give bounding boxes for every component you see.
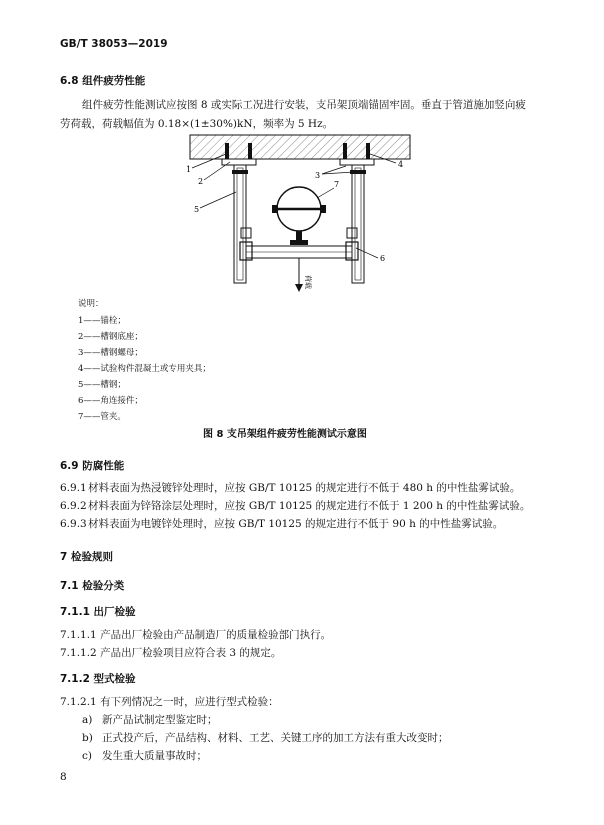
- list-item-a: [82, 712, 218, 727]
- section-7-title: 7 检验规则: [60, 551, 113, 563]
- callout-3: 3: [315, 171, 321, 180]
- list-text: 正式投产后，产品结构、材料、工艺、关键工序的加工方法有重大改变时；: [102, 732, 449, 744]
- legend-title: 说明：: [78, 299, 104, 309]
- channel-right: [352, 165, 364, 283]
- clause-number: 6.9.1: [60, 482, 87, 494]
- list-item-c: [82, 748, 207, 763]
- section-7-1-2-title: 7.1.2 型式检验: [60, 673, 136, 685]
- section-7-1-title: 7.1 检验分类: [60, 580, 125, 592]
- section-6-8-para-line1: 组件疲劳性能测试应按图 8 或实际工况进行安装，支吊架顶端锚固牢固。垂直于管道施加竖向疲: [82, 99, 526, 111]
- list-text: 新产品试制定型鉴定时；: [102, 714, 218, 726]
- clause-number: 6.9.2: [60, 500, 87, 512]
- channel-left: [234, 165, 246, 283]
- legend-item: 5——槽钢；: [78, 380, 126, 390]
- pipe-clamp-rod: [296, 231, 302, 241]
- clause-text: 材料表面为电镀锌处理时，应按 GB/T 10125 的规定进行不低于 90 h 的中性盐雾试验。: [88, 518, 504, 530]
- page-number: 8: [60, 771, 67, 783]
- list-item-b: [82, 730, 449, 745]
- section-7-1-1-1: 7.1.1.1 产品出厂检验由产品制造厂的质量检验部门执行。: [60, 629, 332, 641]
- list-text: 发生重大质量事故时；: [102, 750, 207, 762]
- callout-6: 6: [380, 254, 386, 263]
- section-6-9-2: [60, 498, 530, 513]
- callout-7: 7: [334, 180, 340, 189]
- legend-item: 1——锚栓；: [78, 316, 126, 326]
- legend-item: 6——角连接件；: [78, 396, 143, 406]
- standard-code-header: GB/T 38053—2019: [60, 38, 168, 50]
- list-label: b): [82, 732, 93, 744]
- figure-8-diagram: [170, 130, 440, 295]
- callout-1: 1: [186, 165, 192, 174]
- legend-item: 3——槽钢螺母；: [78, 348, 143, 358]
- callout-4: 4: [398, 160, 404, 169]
- section-6-8-para-line2: 劳荷载，荷载幅值为 0.18×(1±30%)kN，频率为 5 Hz。: [60, 118, 334, 130]
- section-6-9-title: 6.9 防腐性能: [60, 460, 125, 472]
- clause-text: 材料表面为锌铬涂层处理时，应按 GB/T 10125 的规定进行不低于 1 200 h 的中性盐雾试验。: [88, 500, 531, 512]
- load-label: 荷载: [304, 275, 312, 289]
- section-6-9-1: [60, 480, 520, 495]
- channel-nut: [232, 170, 248, 174]
- legend-item: 4——试验构件混凝土或专用夹具；: [78, 364, 211, 374]
- list-label: a): [82, 714, 93, 726]
- figure-caption: 图 8 支吊架组件疲劳性能测试示意图: [203, 429, 367, 440]
- section-6-8-title: 6.8 组件疲劳性能: [60, 75, 146, 87]
- callout-2: 2: [198, 177, 204, 186]
- section-6-9-3: [60, 516, 503, 531]
- clause-number: 6.9.3: [60, 518, 87, 530]
- legend-item: 2——槽钢底座；: [78, 332, 143, 342]
- section-7-1-2-1: 7.1.2.1 有下列情况之一时，应进行型式检验：: [60, 696, 279, 708]
- callout-5: 5: [194, 205, 200, 214]
- list-label: c): [82, 750, 92, 762]
- legend-item: 7——管夹。: [78, 412, 126, 422]
- section-7-1-1-title: 7.1.1 出厂检验: [60, 606, 136, 618]
- section-7-1-1-2: 7.1.1.2 产品出厂检验项目应符合表 3 的规定。: [60, 647, 282, 659]
- clause-text: 材料表面为热浸镀锌处理时，应按 GB/T 10125 的规定进行不低于 480 h 的中性盐雾试验。: [88, 482, 521, 494]
- channel-base-right: [340, 159, 374, 165]
